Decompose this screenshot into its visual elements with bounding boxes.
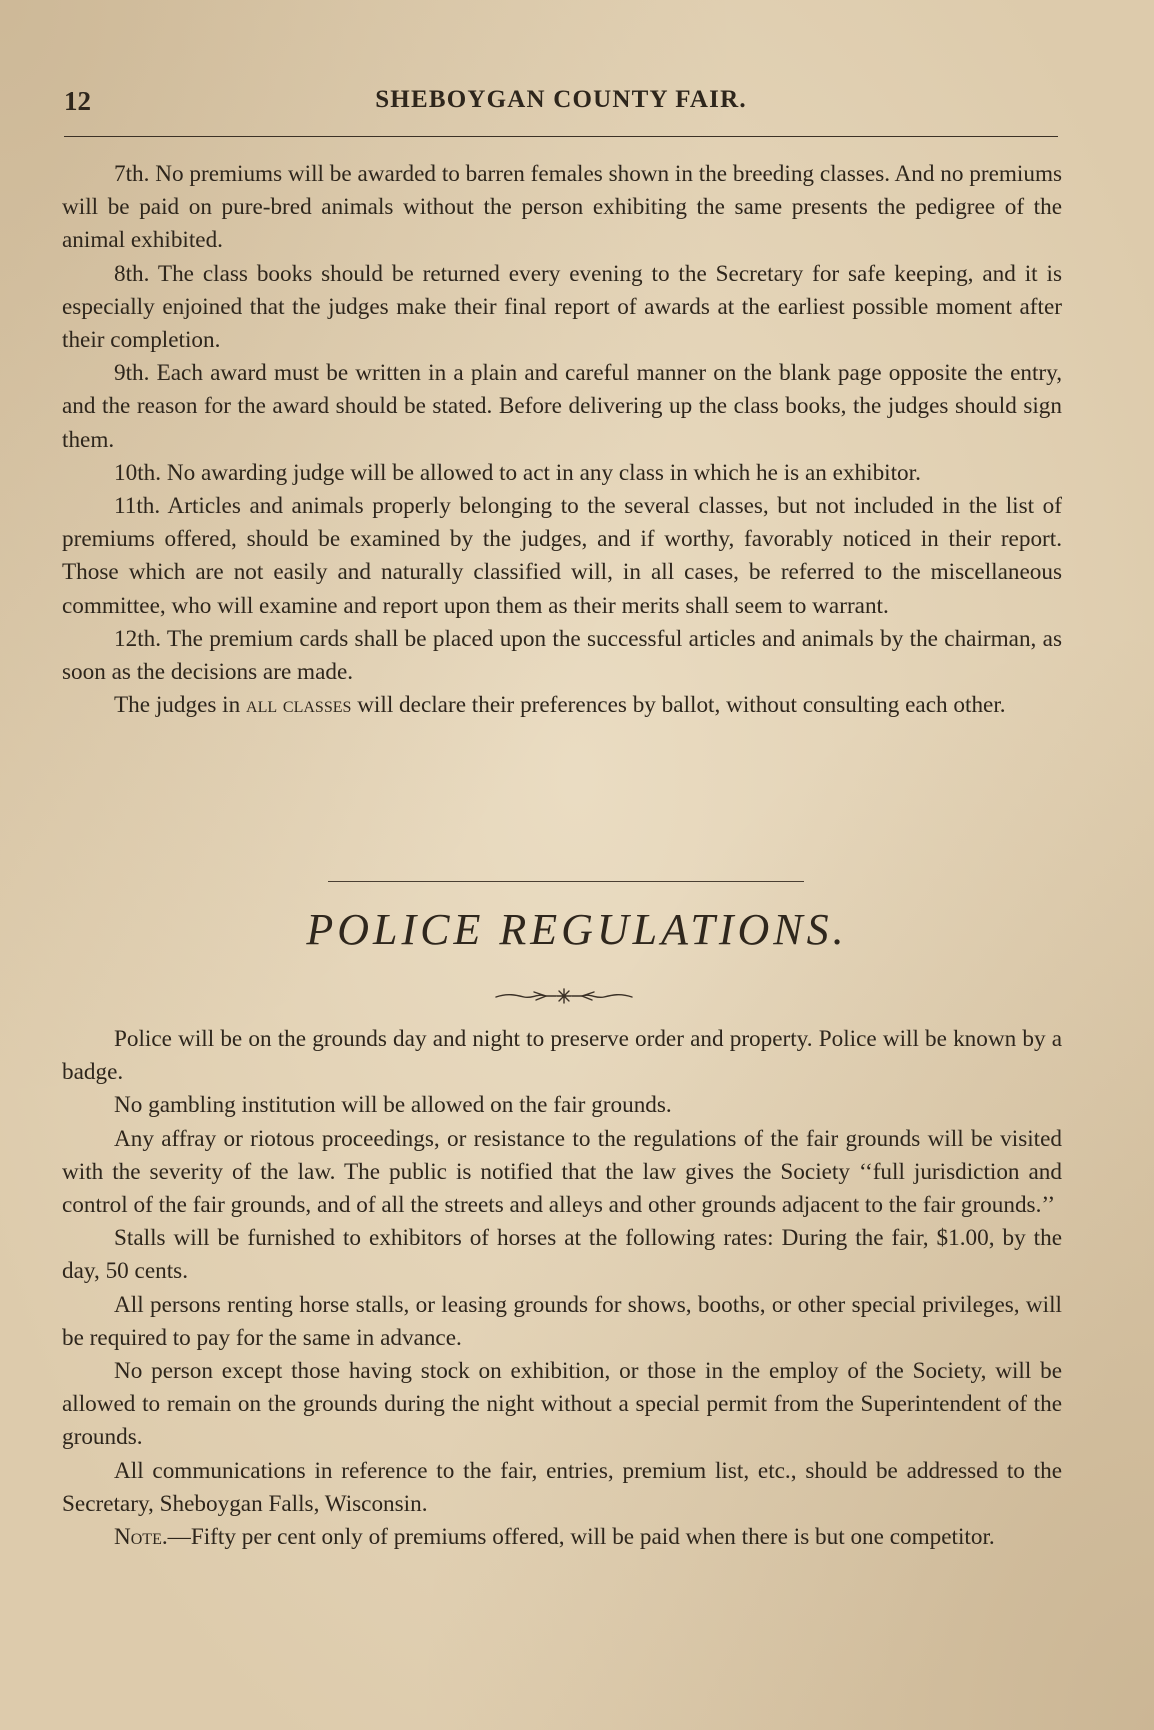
section-divider-rule (328, 881, 804, 882)
ballot-text-start: The judges in (114, 692, 247, 719)
regulation-paragraph: Any affray or riotous proceedings, or resistance to the regulations of the fair grounds will be visited with the severity of the law. The public is notified that the law gives the Society ‘‘full jurisdiction and control of the fair grounds, and of all the streets and alleys and other grounds adjacent to the fair grounds.’’ (62, 1125, 1062, 1219)
note-text: —Fifty per cent only of premiums offered, will be paid when there is but one competitor. (167, 1524, 995, 1551)
ballot-paragraph (62, 689, 1062, 722)
rule-paragraph: 8th. The class books should be returned every evening to the Secretary for safe keeping, and it is especially enjoined that the judges make their final report of awards at the earliest possible moment after their completion. (62, 260, 1062, 354)
regulation-paragraph: All communications in reference to the fair, entries, premium list, etc., should be addressed to the Secretary, Sheboygan Falls, Wisconsin. (62, 1457, 1062, 1517)
ballot-text-end: will declare their preferences by ballot, without consulting each other. (351, 692, 1006, 719)
judging-rules (62, 158, 1062, 722)
all-classes-emphasis: all classes (246, 692, 352, 719)
note-paragraph (62, 1521, 1062, 1554)
rule-paragraph: 9th. Each award must be written in a plain and careful manner on the blank page opposite the entry, and the reason for the award should be stated. Before delivering up the class books, the judges should sign them. (62, 360, 1062, 453)
regulation-paragraph: No person except those having stock on exhibition, or those in the employ of the Society, will be allowed to remain on the grounds during the night without a special permit from the Superintendent of the grounds. (62, 1358, 1062, 1451)
note-label: Note. (114, 1524, 168, 1551)
regulation-paragraph: Stalls will be furnished to exhibitors of horses at the following rates: During the fair, $1.00, by the day, 50 cents. (62, 1225, 1062, 1285)
regulation-paragraph: All persons renting horse stalls, or leasing grounds for shows, booths, or other special privileges, will be required to pay for the same in advance. (62, 1291, 1062, 1351)
rule-paragraph: 11th. Articles and animals properly belonging to the several classes, but not included in the list of premiums offered, should be examined by the judges, and if worthy, favorably noticed in their report. Those which are not easily and naturally classified will, in all cases, be referred to the miscellaneous committee, who will examine and report upon them as their merits shall seem to warrant. (62, 493, 1062, 619)
rule-paragraph: 10th. No awarding judge will be allowed to act in any class in which he is an exhibitor. (114, 459, 921, 486)
police-regulations-body (62, 1023, 1062, 1554)
section-heading: POLICE REGULATIONS. (306, 905, 848, 954)
header-rule (64, 136, 1058, 137)
flourish-ornament-icon (494, 984, 634, 1008)
running-title: SHEBOYGAN COUNTY FAIR. (375, 86, 747, 113)
regulation-paragraph: No gambling institution will be allowed on the fair grounds. (114, 1092, 672, 1119)
page-number: 12 (64, 86, 91, 116)
rule-paragraph: 7th. No premiums will be awarded to barren females shown in the breeding classes. And no premiums will be paid on pure-bred animals without the person exhibiting the same presents the pedigree of the animal exhibited. (62, 161, 1062, 254)
regulation-paragraph: Police will be on the grounds day and night to preserve order and property. Police will be known by a badge. (62, 1026, 1062, 1086)
rule-paragraph: 12th. The premium cards shall be placed upon the successful articles and animals by the chairman, as soon as the decisions are made. (62, 625, 1062, 686)
running-head (64, 86, 1058, 120)
